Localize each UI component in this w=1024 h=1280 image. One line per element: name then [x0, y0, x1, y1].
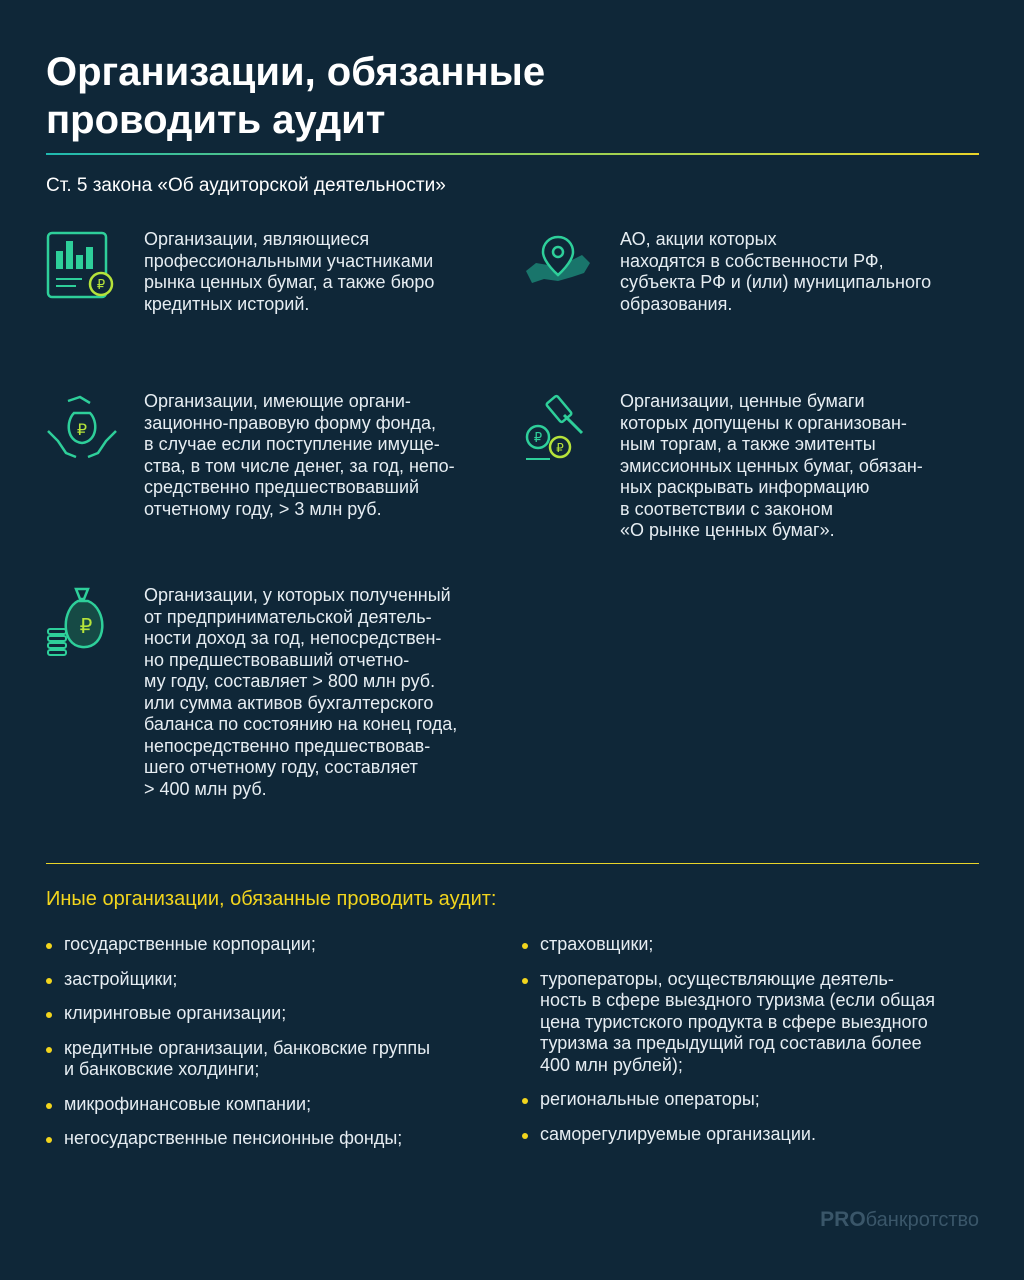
auction-gavel-coins-icon — [522, 391, 594, 463]
list-item: застройщики; — [46, 969, 506, 991]
other-orgs-title: Иные организации, обязанные проводить аудит: — [46, 888, 497, 910]
title-divider — [46, 153, 979, 155]
item-state-owned-jsc — [522, 229, 982, 315]
list-item: негосударственные пенсионные фонды; — [46, 1128, 506, 1150]
list-item: туроператоры, осуществляющие деятель- ность в сфере выездного туризма (если общая цена туристского продукта в сфере выездного туризма за предыдущий год составила более 400 млн рублей); — [522, 969, 992, 1077]
svg-text:₽: ₽ — [96, 278, 106, 293]
list-item: микрофинансовые компании; — [46, 1094, 506, 1116]
brand-logo — [820, 1208, 979, 1232]
item-text: Организации, являющиеся профессиональными участниками рынка ценных бумаг, а также бюро кредитных историй. — [144, 229, 435, 314]
item-text: АО, акции которых находятся в собственности РФ, субъекта РФ и (или) муниципального образования. — [620, 229, 932, 314]
item-text: Организации, имеющие органи- зационно-правовую форму фонда, в случае если поступление имуще- ства, в том числе денег, за год, непо- средственно предшествовавший отчетному году, > 3 млн руб. — [144, 391, 455, 519]
list-item: кредитные организации, банковские группы и банковские холдинги; — [46, 1038, 506, 1081]
list-item: клиринговые организации; — [46, 1003, 506, 1025]
item-fund-organizations — [46, 391, 496, 520]
item-listed-issuers — [522, 391, 982, 542]
logo-rest: банкротство — [865, 1209, 979, 1231]
section-divider — [46, 863, 979, 864]
title-line-2: проводить аудит — [46, 98, 386, 142]
list-item: страховщики; — [522, 934, 992, 956]
list-item: государственные корпорации; — [46, 934, 506, 956]
hands-money-bag-icon — [46, 391, 118, 463]
page-title — [46, 48, 946, 144]
report-chart-icon — [46, 229, 118, 301]
title-line-1: Организации, обязанные — [46, 50, 546, 94]
item-text: Организации, у которых полученный от предпринимательской деятель- ности доход за год, непосредствен- но предшествовавший отчетно- му году, составляет > 800 млн руб. или сумма активов бухгалтерского баланса по состоянию на конец года, непосредственно предшествовав- шего отчетному году, составляет > 400 млн руб. — [144, 585, 458, 799]
list-item: саморегулируемые организации. — [522, 1124, 992, 1146]
subtitle: Ст. 5 закона «Об аудиторской деятельности» — [46, 175, 446, 196]
logo-bold: PRO — [820, 1208, 866, 1231]
russia-map-pin-icon — [522, 229, 594, 301]
money-bag-coins-icon — [46, 585, 118, 657]
other-orgs-list-left — [46, 934, 506, 1150]
svg-text:₽: ₽ — [556, 441, 564, 455]
item-large-revenue — [46, 585, 506, 800]
svg-text:₽: ₽ — [76, 420, 88, 439]
other-orgs-list-right — [522, 934, 992, 1145]
list-item: региональные операторы; — [522, 1089, 992, 1111]
svg-text:₽: ₽ — [79, 614, 93, 638]
item-text: Организации, ценные бумаги которых допущены к организован- ным торгам, а также эмитенты эмиссионных ценных бумаг, обязан- ных раскрывать информацию в соответствии с законом «О рынке ценных бумаг». — [620, 391, 923, 540]
svg-text:₽: ₽ — [533, 431, 543, 446]
item-securities-participants — [46, 229, 496, 315]
